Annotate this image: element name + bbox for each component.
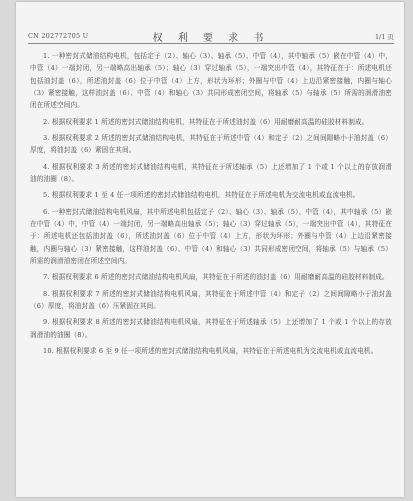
claim-paragraph: 8. 根据权利要求 7 所述的密封式储油结构电机风扇，其特征在于所述中管（4）和定子（2）之间间隙略小于油封盖（6）厚度，将油封盖（6）压紧固在其间。 xyxy=(30,289,392,310)
claim-paragraph: 10. 根据权利要求 6 至 9 任一项所述的密封式储油结构电机风扇，其特征在于所述电机为交流电机或直流电机。 xyxy=(43,347,378,356)
page-header xyxy=(28,29,394,44)
claim-paragraph: 7. 根据权利要求 6 所述的密封式储油结构电机风扇，其特征在于所述的油封盖（6）用耐磨耐高温的硅胶材料制成。 xyxy=(43,273,389,282)
claim-paragraph: 5. 根据权利要求 1 至 4 任一项所述的密封式储油结构电机，其特征在于所述电机为交流电机或直流电机。 xyxy=(43,191,360,200)
claims-body xyxy=(30,50,392,361)
claim-paragraph: 3. 根据权利要求 2 所述的密封式储油结构电机，其特征在于所述中管（4）和定子（2）之间间隙略小于油封盖（6）厚度，将油封盖（6）紧固在其间。 xyxy=(30,133,392,155)
claim-paragraph: 1. 一种密封式储油结构电机，包括定子（2）、轴心（3）、轴承（5）、中管（4），其中轴承（5）嵌在中管（4）中，中管（4）一端封闭，另一端略高出轴承（5）；轴心（3）穿过轴承（5），一端突出中管（4），其特征在于：所述电机还包括油封盖（6），所述油封盖（6）位于中管（4）上方，形状为环形；外圈与中管（4）上边沿紧密接触，内圈与轴心（3）紧密接触，这样油封盖（6）、中管（4）和轴心（3）共同形成密闭空间，将轴承（5）与轴承（5）所需的润滑油密闭在所述空间内。 xyxy=(30,52,392,110)
claim-paragraph: 6. 一种密封式储油结构电机风扇，其中所述电机包括定子（2）、轴心（3）、轴承（5）、中管（4），其中轴承（5）嵌在中管（4）中，中管（4）一端封闭，另一端略高出轴承（5）；轴心（3）穿过轴承（5），一端突出中管（4），其特征在于：所述电机还包括油封盖（6），所述油封盖（6）位于中管（4）上方，形状为环形；外圈与中管（4）上边沿紧密接触，内圈与轴心（3）紧密接触，这样油封盖（6）、中管（4）和轴心（3）共同形成密闭空间，将轴承（5）与轴承（5）所需的润滑油密闭在所述空间内。 xyxy=(30,207,392,265)
claim-paragraph: 2. 根据权利要求 1 所述的密封式储油结构电机，其特征在于所述油封盖（6）用耐磨耐高温的硅胶材料制成。 xyxy=(43,117,369,126)
claim-paragraph: 9. 根据权利要求 8 所述的密封式储油结构电机风扇，其特征在于所述轴承（5）上还增加了 1 个或 1 个以上的存放润滑油的油圈（8）。 xyxy=(30,318,392,339)
patent-number: CN 202772705 U xyxy=(28,32,89,40)
page-title: 权 利 要 求 书 xyxy=(152,33,270,44)
claim-paragraph: 4. 根据权利要求 3 所述的密封式储油结构电机，其特征在于所述轴承（5）上还增加了 1 个或 1 个以上的存放润滑油的油圈（8）。 xyxy=(30,162,392,183)
document-page xyxy=(16,2,404,497)
page-number: 1/1 页 xyxy=(374,33,394,41)
